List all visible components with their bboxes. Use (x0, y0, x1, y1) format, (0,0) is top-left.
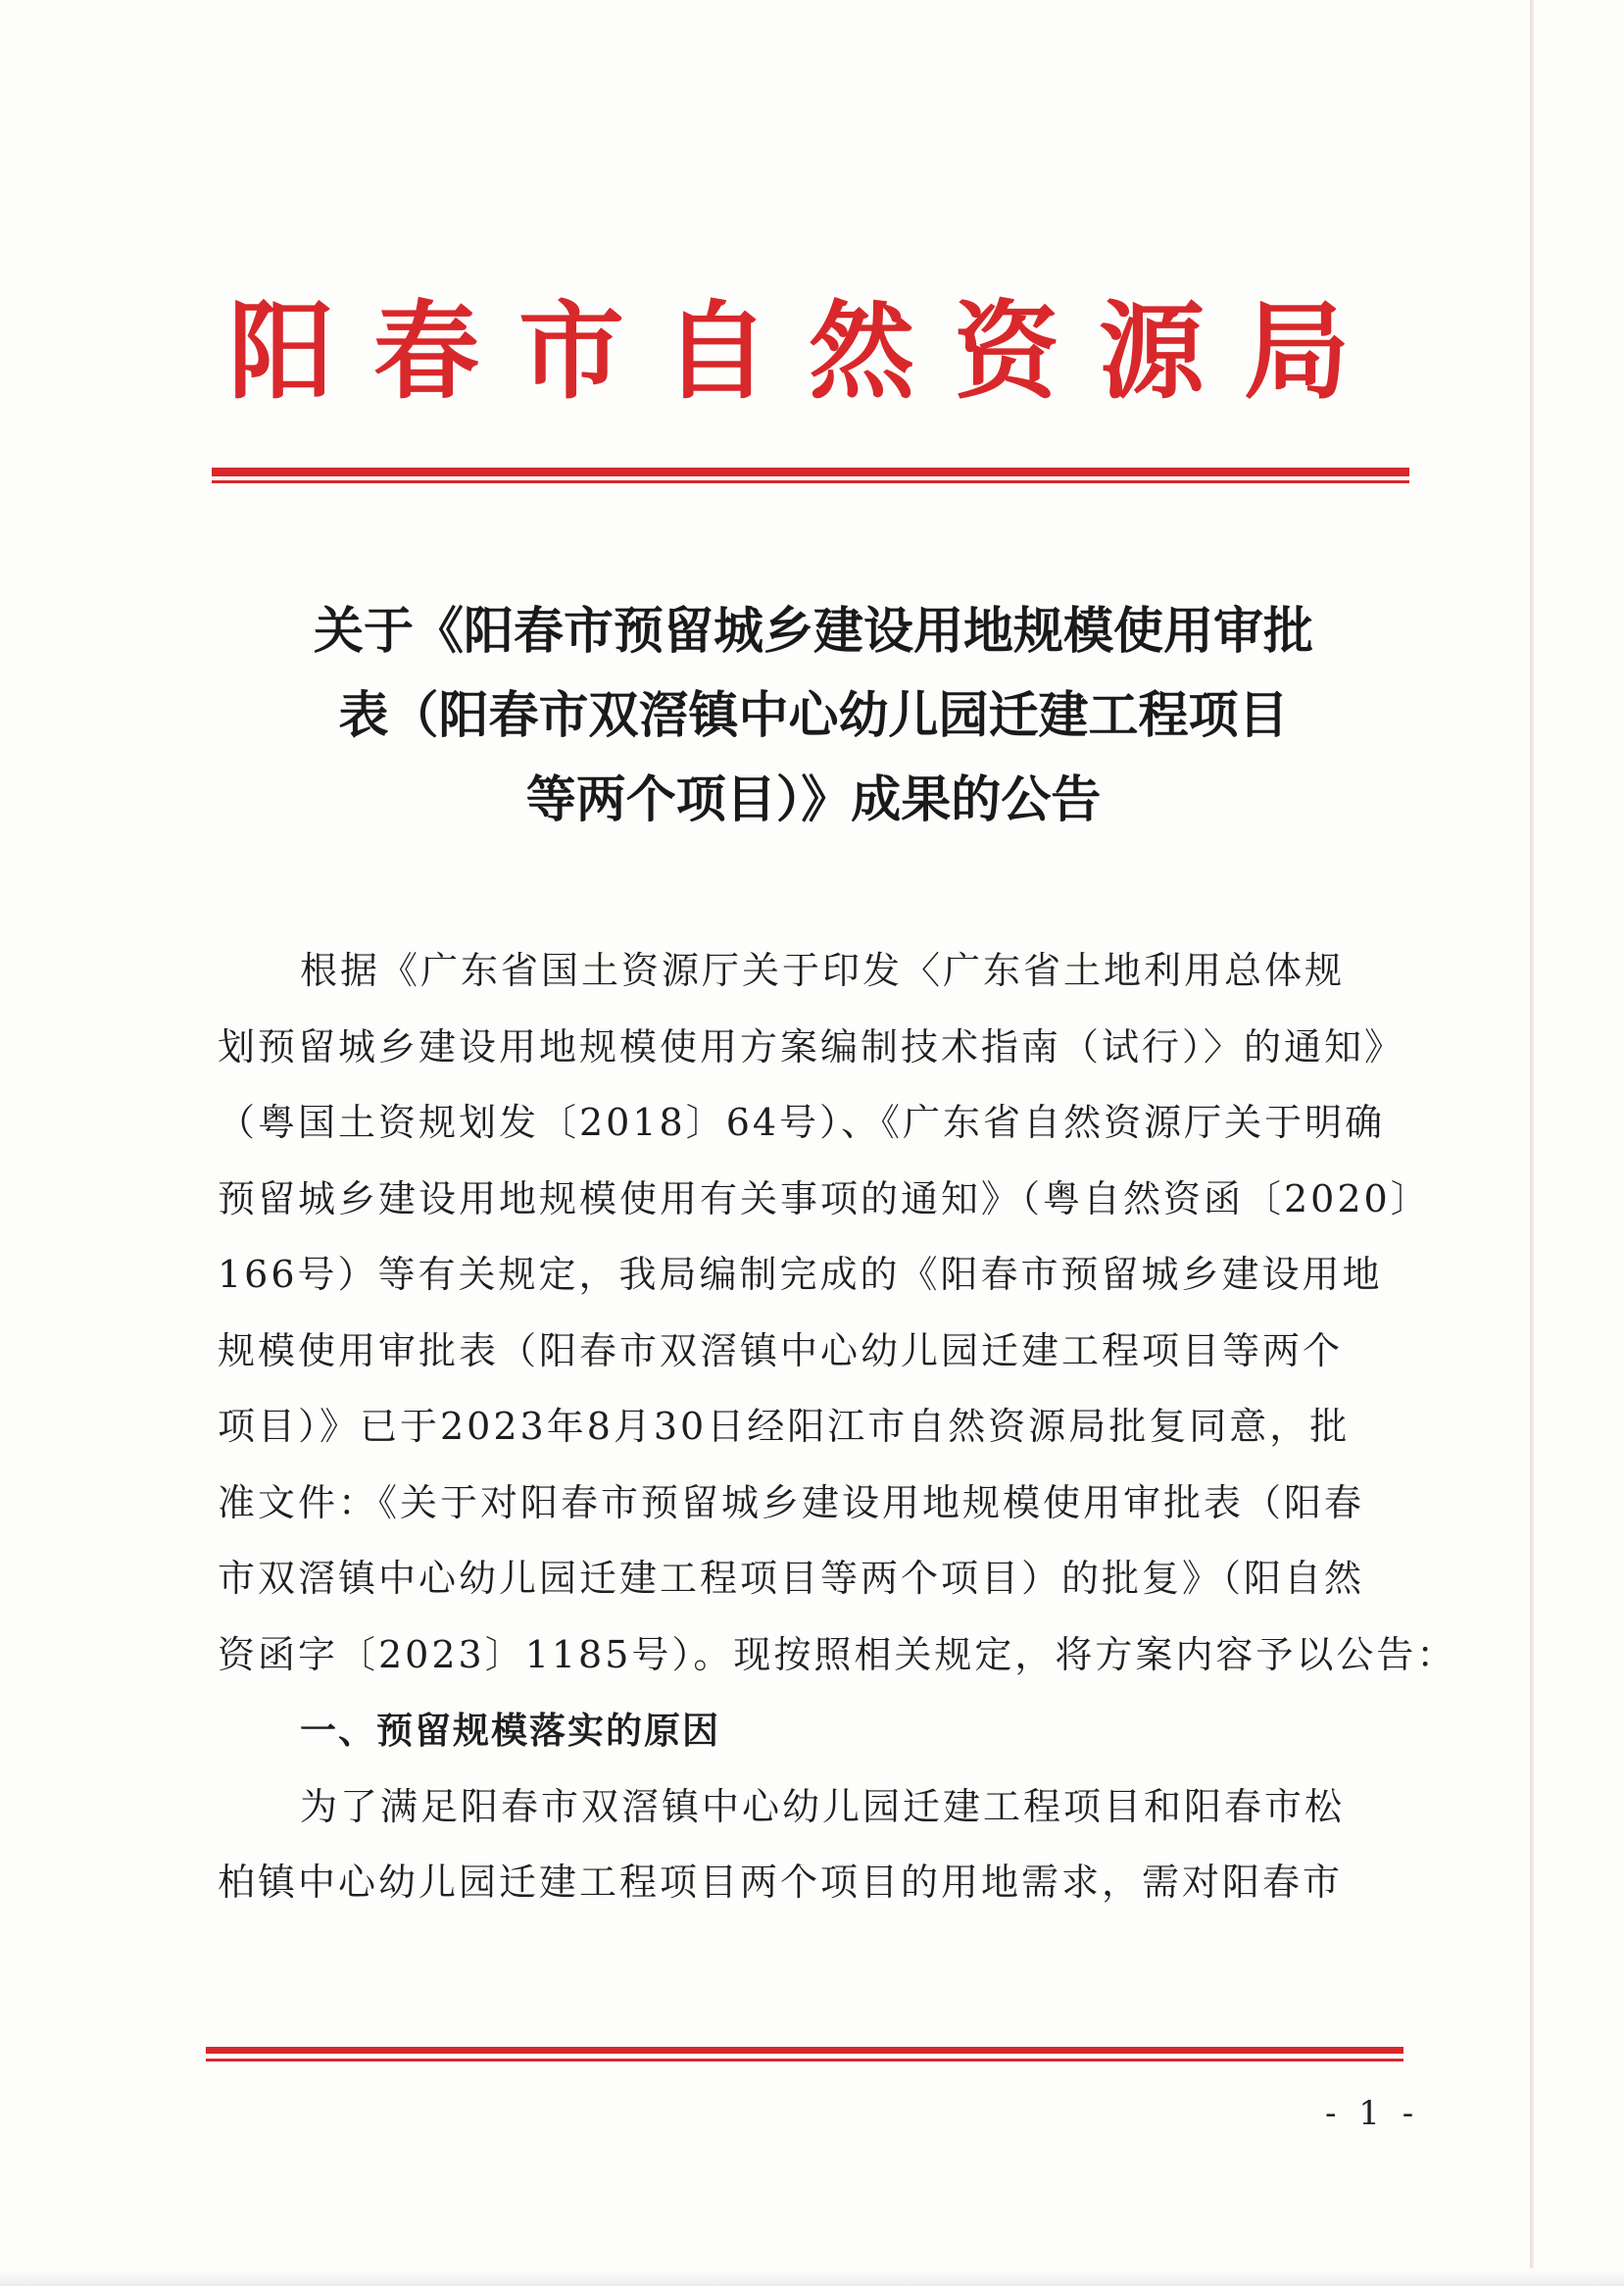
scan-edge (0, 2268, 1624, 2286)
letterhead-rule-thick (212, 468, 1409, 476)
document-body (218, 933, 1457, 1921)
body-line: 柏镇中心幼儿园迁建工程项目两个项目的用地需求，需对阳春市 (218, 1861, 1344, 1904)
body-line: 准文件：《关于对阳春市预留城乡建设用地规模使用审批表（阳春 (218, 1480, 1365, 1524)
section-heading: 一、预留规模落实的原因 (300, 1710, 720, 1752)
body-line: 项目）》已于2023年8月30日经阳江市自然资源局批复同意，批 (218, 1405, 1351, 1448)
body-line: 规模使用审批表（阳春市双滘镇中心幼儿园迁建工程项目等两个 (218, 1328, 1344, 1372)
body-line: （粤国土资规划发〔2018〕64号）、《广东省自然资源厅关于明确 (218, 1101, 1386, 1144)
body-line: 资函字〔2023〕1185号）。现按照相关规定，将方案内容予以公告： (218, 1632, 1457, 1676)
footer-rule-thin (206, 2059, 1403, 2062)
body-line: 预留城乡建设用地规模使用有关事项的通知》（粤自然资函〔2020〕 (218, 1176, 1431, 1220)
body-line: 166号）等有关规定，我局编制完成的《阳春市预留城乡建设用地 (218, 1253, 1383, 1296)
title-line: 表（阳春市双滘镇中心幼儿园迁建工程项目 (338, 687, 1289, 745)
document-title (196, 590, 1431, 843)
footer-rule-thick (206, 2047, 1403, 2054)
body-line: 为了满足阳春市双滘镇中心幼儿园迁建工程项目和阳春市松 (300, 1784, 1346, 1828)
page-number: - 1 - (1325, 2094, 1420, 2133)
scan-edge (1530, 0, 1534, 2286)
body-line: 划预留城乡建设用地规模使用方案编制技术指南（试行）〉的通知》 (218, 1024, 1405, 1068)
title-line: 等两个项目）》成果的公告 (525, 771, 1102, 829)
letterhead-rule-thin (212, 480, 1409, 483)
body-line: 市双滘镇中心幼儿园迁建工程项目等两个项目）的批复》（阳自然 (218, 1557, 1365, 1600)
title-line: 关于《阳春市预留城乡建设用地规模使用审批 (313, 603, 1313, 661)
body-line: 根据《广东省国土资源厅关于印发〈广东省土地利用总体规 (300, 949, 1346, 992)
letterhead-org-name: 阳春市自然资源局 (227, 290, 1389, 414)
